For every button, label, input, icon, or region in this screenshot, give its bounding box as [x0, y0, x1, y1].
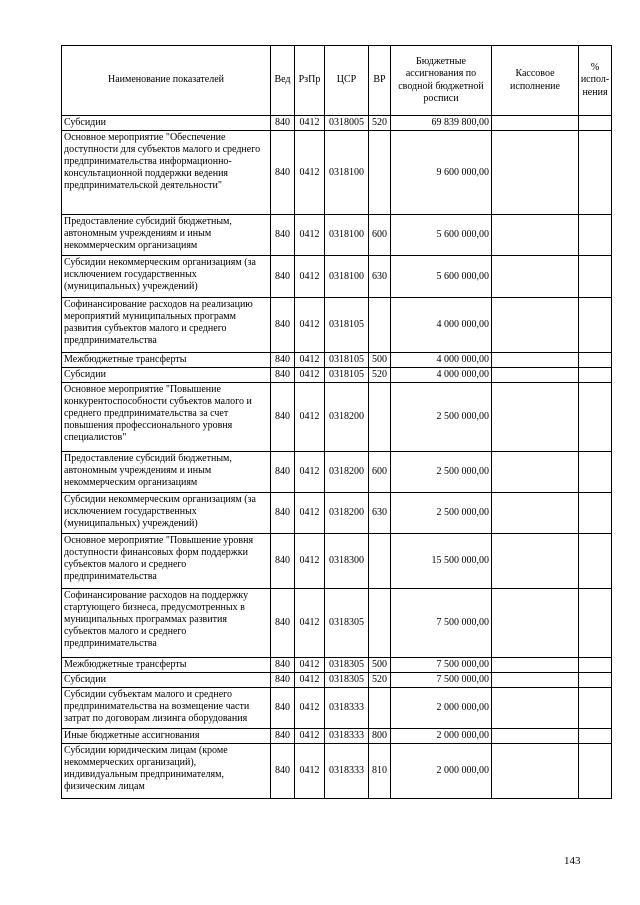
row-name: Субсидии: [62, 116, 271, 131]
row-cash: [492, 493, 579, 534]
row-name: Субсидии: [62, 368, 271, 383]
row-name: Софинансирование расходов на поддержку стартующего бизнеса, предусмотренных в муниципальных программах развития субъектов малого и среднего предпринимательства: [62, 589, 271, 658]
row-cash: [492, 383, 579, 452]
row-percent: [579, 353, 612, 368]
row-amount: 7 500 000,00: [391, 658, 492, 673]
row-csr: 0318200: [325, 493, 369, 534]
row-vr: [369, 534, 391, 589]
row-amount: 2 000 000,00: [391, 744, 492, 799]
row-percent: [579, 452, 612, 493]
row-percent: [579, 744, 612, 799]
row-cash: [492, 298, 579, 353]
row-rzpr: 0412: [295, 353, 325, 368]
row-percent: [579, 131, 612, 215]
table-row: [62, 534, 612, 589]
row-amount: 2 500 000,00: [391, 452, 492, 493]
row-csr: 0318105: [325, 368, 369, 383]
header-name: Наименование показателей: [62, 46, 271, 116]
row-csr: 0318100: [325, 131, 369, 215]
row-vr: 600: [369, 215, 391, 256]
row-amount: 69 839 800,00: [391, 116, 492, 131]
table-row: [62, 688, 612, 729]
row-cash: [492, 368, 579, 383]
row-name: Субсидии субъектам малого и среднего предпринимательства на возмещение части затрат по договорам лизинга оборудования: [62, 688, 271, 729]
row-ved: 840: [271, 688, 295, 729]
row-percent: [579, 673, 612, 688]
header-rzpr: РзПр: [295, 46, 325, 116]
table-row: [62, 298, 612, 353]
row-name: Субсидии: [62, 673, 271, 688]
row-name: Основное мероприятие "Повышение уровня доступности финансовых форм поддержки субъектов малого и среднего предпринимательства: [62, 534, 271, 589]
table-row: [62, 452, 612, 493]
header-cash: Кассовое исполнение: [492, 46, 579, 116]
header-ved: Вед: [271, 46, 295, 116]
row-cash: [492, 688, 579, 729]
row-amount: 2 000 000,00: [391, 729, 492, 744]
row-ved: 840: [271, 368, 295, 383]
row-name: Субсидии некоммерческим организациям (за исключением государственных (муниципальных) учреждений): [62, 493, 271, 534]
row-ved: 840: [271, 493, 295, 534]
row-vr: 810: [369, 744, 391, 799]
row-ved: 840: [271, 589, 295, 658]
row-rzpr: 0412: [295, 131, 325, 215]
table-row: [62, 673, 612, 688]
row-rzpr: 0412: [295, 256, 325, 298]
row-vr: 800: [369, 729, 391, 744]
table-row: [62, 131, 612, 215]
row-cash: [492, 658, 579, 673]
row-csr: 0318005: [325, 116, 369, 131]
row-vr: [369, 383, 391, 452]
table-row: [62, 658, 612, 673]
table-row: [62, 589, 612, 658]
row-cash: [492, 534, 579, 589]
row-percent: [579, 688, 612, 729]
row-vr: 500: [369, 353, 391, 368]
table-header-row: [62, 46, 612, 116]
row-vr: 630: [369, 493, 391, 534]
row-csr: 0318305: [325, 658, 369, 673]
row-name: Основное мероприятие "Обеспечение доступности для субъектов малого и среднего предпринимательства информационно-консультационной поддержки ведения предпринимательской деятельности": [62, 131, 271, 215]
row-rzpr: 0412: [295, 688, 325, 729]
row-cash: [492, 256, 579, 298]
row-ved: 840: [271, 298, 295, 353]
row-csr: 0318100: [325, 256, 369, 298]
row-percent: [579, 215, 612, 256]
row-percent: [579, 383, 612, 452]
row-vr: 600: [369, 452, 391, 493]
row-vr: [369, 589, 391, 658]
row-ved: 840: [271, 383, 295, 452]
row-rzpr: 0412: [295, 116, 325, 131]
row-name: Межбюджетные трансферты: [62, 353, 271, 368]
row-vr: [369, 688, 391, 729]
row-csr: 0318200: [325, 452, 369, 493]
row-rzpr: 0412: [295, 215, 325, 256]
row-ved: 840: [271, 131, 295, 215]
row-percent: [579, 658, 612, 673]
row-cash: [492, 452, 579, 493]
row-amount: 4 000 000,00: [391, 298, 492, 353]
row-ved: 840: [271, 256, 295, 298]
row-ved: 840: [271, 673, 295, 688]
row-percent: [579, 729, 612, 744]
row-amount: 2 000 000,00: [391, 688, 492, 729]
row-rzpr: 0412: [295, 368, 325, 383]
table-row: [62, 256, 612, 298]
row-name: Иные бюджетные ассигнования: [62, 729, 271, 744]
row-csr: 0318333: [325, 688, 369, 729]
row-percent: [579, 589, 612, 658]
table-body: [62, 116, 612, 799]
row-rzpr: 0412: [295, 452, 325, 493]
row-amount: 5 600 000,00: [391, 256, 492, 298]
row-ved: 840: [271, 658, 295, 673]
row-amount: 7 500 000,00: [391, 589, 492, 658]
row-amount: 9 600 000,00: [391, 131, 492, 215]
row-percent: [579, 534, 612, 589]
row-rzpr: 0412: [295, 589, 325, 658]
row-cash: [492, 673, 579, 688]
row-vr: 520: [369, 673, 391, 688]
row-vr: 520: [369, 116, 391, 131]
row-ved: 840: [271, 534, 295, 589]
row-vr: [369, 298, 391, 353]
row-rzpr: 0412: [295, 298, 325, 353]
row-cash: [492, 215, 579, 256]
row-cash: [492, 589, 579, 658]
row-csr: 0318333: [325, 729, 369, 744]
row-rzpr: 0412: [295, 383, 325, 452]
row-name: Основное мероприятие "Повышение конкурентоспособности субъектов малого и среднего предпринимательства за счет повышения профессионального уровня специалистов": [62, 383, 271, 452]
row-amount: 7 500 000,00: [391, 673, 492, 688]
row-percent: [579, 116, 612, 131]
row-percent: [579, 368, 612, 383]
table-row: [62, 744, 612, 799]
row-ved: 840: [271, 729, 295, 744]
row-csr: 0318105: [325, 298, 369, 353]
row-vr: 520: [369, 368, 391, 383]
row-rzpr: 0412: [295, 493, 325, 534]
table-row: [62, 353, 612, 368]
header-vr: ВР: [369, 46, 391, 116]
row-ved: 840: [271, 452, 295, 493]
row-name: Софинансирование расходов на реализацию мероприятий муниципальных программ развития субъектов малого и среднего предпринимательства: [62, 298, 271, 353]
row-rzpr: 0412: [295, 658, 325, 673]
row-cash: [492, 353, 579, 368]
row-rzpr: 0412: [295, 729, 325, 744]
row-csr: 0318305: [325, 589, 369, 658]
row-ved: 840: [271, 215, 295, 256]
row-cash: [492, 116, 579, 131]
row-amount: 4 000 000,00: [391, 353, 492, 368]
header-csr: ЦСР: [325, 46, 369, 116]
budget-table: [61, 45, 612, 799]
table-row: [62, 215, 612, 256]
table-row: [62, 383, 612, 452]
row-ved: 840: [271, 353, 295, 368]
table-row: [62, 729, 612, 744]
row-amount: 2 500 000,00: [391, 493, 492, 534]
row-vr: [369, 131, 391, 215]
table-row: [62, 493, 612, 534]
row-rzpr: 0412: [295, 534, 325, 589]
row-vr: 630: [369, 256, 391, 298]
row-name: Субсидии некоммерческим организациям (за исключением государственных (муниципальных) учреждений): [62, 256, 271, 298]
header-budget: Бюджетные ассигнования по сводной бюджетной росписи: [391, 46, 492, 116]
row-csr: 0318305: [325, 673, 369, 688]
row-ved: 840: [271, 744, 295, 799]
row-cash: [492, 744, 579, 799]
row-cash: [492, 131, 579, 215]
row-ved: 840: [271, 116, 295, 131]
row-percent: [579, 298, 612, 353]
row-name: Предоставление субсидий бюджетным, автономным учреждениям и иным некоммерческим организациям: [62, 215, 271, 256]
row-vr: 500: [369, 658, 391, 673]
row-csr: 0318200: [325, 383, 369, 452]
row-csr: 0318100: [325, 215, 369, 256]
row-name: Предоставление субсидий бюджетным, автономным учреждениям и иным некоммерческим организациям: [62, 452, 271, 493]
row-name: Межбюджетные трансферты: [62, 658, 271, 673]
row-rzpr: 0412: [295, 673, 325, 688]
row-percent: [579, 256, 612, 298]
row-amount: 2 500 000,00: [391, 383, 492, 452]
row-amount: 15 500 000,00: [391, 534, 492, 589]
row-csr: 0318105: [325, 353, 369, 368]
page-number: 143: [564, 855, 581, 867]
row-csr: 0318333: [325, 744, 369, 799]
row-name: Субсидии юридическим лицам (кроме некоммерческих организаций), индивидуальным предпринимателям, физическим лицам: [62, 744, 271, 799]
row-amount: 4 000 000,00: [391, 368, 492, 383]
table-row: [62, 368, 612, 383]
table-row: [62, 116, 612, 131]
row-cash: [492, 729, 579, 744]
row-amount: 5 600 000,00: [391, 215, 492, 256]
row-csr: 0318300: [325, 534, 369, 589]
header-percent: % испол-нения: [579, 46, 612, 116]
row-rzpr: 0412: [295, 744, 325, 799]
row-percent: [579, 493, 612, 534]
